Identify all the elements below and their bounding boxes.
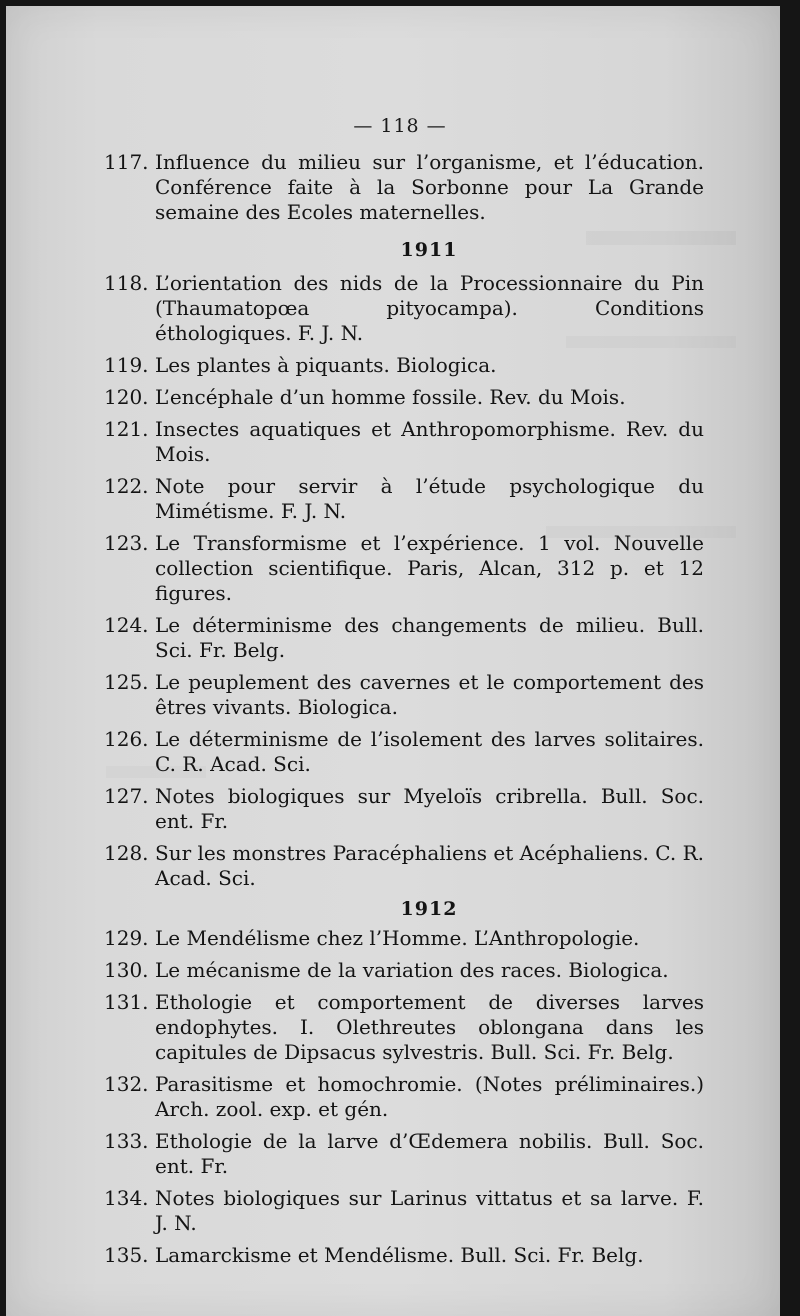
entry-number: 120.: [104, 385, 149, 409]
entry-number: 127.: [104, 784, 149, 808]
entry-number: 135.: [104, 1243, 149, 1267]
year-heading: 1911: [400, 239, 458, 261]
entry-text: Notes biologiques sur Myeloïs cribrella. Bull. Soc. ent. Fr.: [155, 784, 704, 833]
bibliography-entry: [104, 958, 704, 983]
entry-text: Ethologie et comportement de diverses larves endophytes. I. Olethreutes oblongana dans les capitules de Dipsacus sylvestris. Bull. Sci. Fr. Belg.: [155, 990, 704, 1064]
entry-number: 133.: [104, 1129, 149, 1153]
bibliography-entry: [104, 385, 704, 410]
year-heading: 1912: [400, 898, 458, 920]
entry-number: 125.: [104, 670, 149, 694]
bibliography-entry: [104, 670, 704, 720]
bibliography-entry: [104, 990, 704, 1065]
entry-text: Le mécanisme de la variation des races. Biologica.: [155, 958, 669, 982]
entry-number: 129.: [104, 926, 149, 950]
entry-number: 119.: [104, 353, 149, 377]
entry-text: Le Transformisme et l’expérience. 1 vol. Nouvelle collection scientifique. Paris, Alcan, 312 p. et 12 figures.: [155, 531, 704, 605]
entry-text: Le déterminisme des changements de milieu. Bull. Sci. Fr. Belg.: [155, 613, 704, 662]
bibliography-entry: [104, 1129, 704, 1179]
bibliography-entry: [104, 531, 704, 606]
entry-number: 123.: [104, 531, 149, 555]
bibliography-list: [104, 150, 704, 1275]
entry-text: Les plantes à piquants. Biologica.: [155, 353, 497, 377]
entry-text: Insectes aquatiques et Anthropomorphisme. Rev. du Mois.: [155, 417, 704, 466]
page-number: — 118 —: [353, 115, 447, 137]
entry-text: Lamarckisme et Mendélisme. Bull. Sci. Fr. Belg.: [155, 1243, 644, 1267]
entry-number: 122.: [104, 474, 149, 498]
entry-text: Le peuplement des cavernes et le comportement des êtres vivants. Biologica.: [155, 670, 704, 719]
bibliography-entry: [104, 150, 704, 225]
bibliography-entry: [104, 353, 704, 378]
entry-number: 132.: [104, 1072, 149, 1096]
bibliography-entry: [104, 1186, 704, 1236]
bibliography-entry: [104, 271, 704, 346]
entry-number: 131.: [104, 990, 149, 1014]
entry-text: Influence du milieu sur l’organisme, et l’éducation. Conférence faite à la Sorbonne pour La Grande semaine des Ecoles maternelles.: [155, 150, 704, 224]
bibliography-entry: [104, 474, 704, 524]
entry-number: 134.: [104, 1186, 149, 1210]
bibliography-entry: [104, 417, 704, 467]
entry-number: 117.: [104, 150, 149, 174]
entry-number: 121.: [104, 417, 149, 441]
bibliography-entry: [104, 727, 704, 777]
entry-text: Le Mendélisme chez l’Homme. L’Anthropologie.: [155, 926, 640, 950]
entry-number: 124.: [104, 613, 149, 637]
bibliography-entry: [104, 841, 704, 891]
entry-text: L’orientation des nids de la Processionnaire du Pin (Thaumatopœa pityocampa). Conditions éthologiques. F. J. N.: [155, 271, 704, 345]
entry-text: Parasitisme et homochromie. (Notes préliminaires.) Arch. zool. exp. et gén.: [155, 1072, 704, 1121]
bibliography-entry: [104, 784, 704, 834]
entry-text: Le déterminisme de l’isolement des larves solitaires. C. R. Acad. Sci.: [155, 727, 704, 776]
bibliography-entry: [104, 926, 704, 951]
bibliography-entry: [104, 1072, 704, 1122]
entry-number: 118.: [104, 271, 149, 295]
entry-number: 126.: [104, 727, 149, 751]
entry-text: Notes biologiques sur Larinus vittatus et sa larve. F. J. N.: [155, 1186, 704, 1235]
bibliography-entry: [104, 613, 704, 663]
entry-text: Ethologie de la larve d’Œdemera nobilis. Bull. Soc. ent. Fr.: [155, 1129, 704, 1178]
bibliography-entry: [104, 1243, 704, 1268]
entry-number: 130.: [104, 958, 149, 982]
entry-number: 128.: [104, 841, 149, 865]
entry-text: Note pour servir à l’étude psychologique du Mimétisme. F. J. N.: [155, 474, 704, 523]
entry-text: L’encéphale d’un homme fossile. Rev. du Mois.: [155, 385, 626, 409]
entry-text: Sur les monstres Paracéphaliens et Acéphaliens. C. R. Acad. Sci.: [155, 841, 704, 890]
